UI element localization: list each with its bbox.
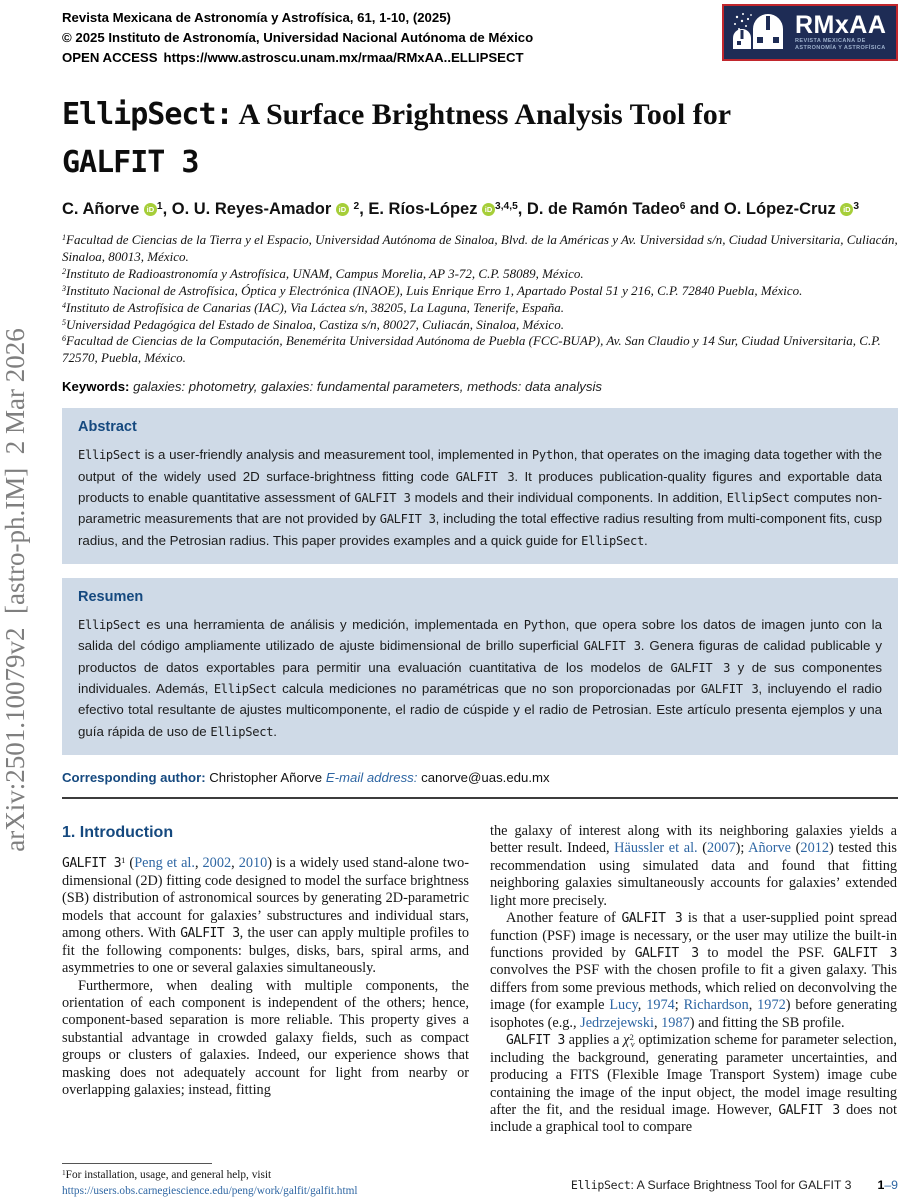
orcid-icon: iD <box>840 203 853 216</box>
paper-title <box>62 91 898 187</box>
affiliation-3: $^3$Instituto Nacional de Astrofísica, Óptica y Electrónica (INAOE), Luis Enrique Erro 1, Apartado Postal 51 y 216, C.P. 72840 Puebla, México. <box>62 282 803 298</box>
citation-link[interactable]: 2007 <box>707 840 736 857</box>
url-link[interactable]: https://users.obs.carnegiescience.edu/peng/work/galfit/galfit.html <box>62 1184 358 1197</box>
open-access-label: OPEN ACCESS <box>62 49 158 65</box>
citation-link[interactable]: 1987 <box>661 1014 690 1031</box>
footnote-text: $^1$For installation, usage, and general help, visit https://users.obs.carnegiescience.edu/peng/work/galfit/galfit.html <box>62 1167 358 1197</box>
affiliation-5: $^5$Universidad Pedagógica del Estado de Sinaloa, Castiza s/n, 80027, Culiacán, Sinaloa, México. <box>62 316 564 332</box>
keywords-label: Keywords: <box>62 379 130 395</box>
paragraph: GALFIT $3^1$ (Peng et al., 2002, 2010) is a widely used stand-alone two-dimensional (2D) fitting code designed to model the surface brightness (SB) distribution of astronomical sources by generating 2D-parametric models that account for galaxies’ substructures and individual stars, among others. With GALFIT 3, the user can apply multiple profiles to fit the following components: bulges, disks, bars, spiral arms, and asymmetries to one or several galaxies simultaneously. <box>62 855 470 977</box>
citation-link[interactable]: 2010 <box>238 855 268 872</box>
orcid-icon: iD <box>144 203 157 216</box>
footer-title-rest: : A Surface Brightness Tool for GALFIT 3 <box>630 1178 852 1192</box>
page-footer <box>571 1178 898 1192</box>
abstract-text: EllipSect is a user-friendly analysis and measurement tool, implemented in Python, that operates on the imaging data together with the output of the widely used 2D surface-brightness fitting code GALFIT 3. It produces publication-quality figures and exportable data products to enable quantitative assessment of GALFIT 3 models and their individual components. In addition, EllipSect computes non-parametric measurements that are not provided by GALFIT 3, including the total effective radius resulting from multi-component fits, cusp radius, and the Petrosian radius. This paper provides examples and a quick guide for EllipSect. <box>78 447 882 548</box>
citation-link[interactable]: Peng et al. <box>134 855 195 872</box>
observatory-domes-icon <box>731 11 789 55</box>
footnote-block <box>62 1149 469 1199</box>
keywords-line <box>62 379 898 394</box>
citation-link[interactable]: Richardson <box>683 997 749 1014</box>
page-numbers: 1–9 <box>877 1178 898 1192</box>
resumen-heading: Resumen <box>78 588 144 605</box>
copyright-line: © 2025 Instituto de Astronomía, Universidad Nacional Autónoma de México <box>62 29 534 45</box>
affiliation-1: $^1$Facultad de Ciencias de la Tierra y el Espacio, Universidad Autónoma de Sinaloa, Blvd. de la Américas y Av. Universidad s/n, Ciudad Universitaria, Culiacán, Sinaloa, 80013, México. <box>62 232 898 265</box>
citation-link[interactable]: Añorve <box>748 840 792 857</box>
affiliation-4: $^4$Instituto de Astrofísica de Canarias (IAC), Via Láctea s/n, 38205, La Laguna, Tenerife, España. <box>62 299 565 315</box>
arxiv-watermark: arXiv:2501.10079v2 [astro-ph.IM] 2 Mar 2026 <box>0 328 30 852</box>
citation-link[interactable]: Häussler et al. <box>614 840 698 857</box>
affiliation-6: $^6$Facultad de Ciencias de la Computación, Benemérita Universidad Autónoma de Puebla (FCC-BUAP), Av. San Claudio y 14 Sur, Ciudad Universitaria, C.P. 72570, Puebla, México. <box>62 333 881 366</box>
journal-logo <box>722 4 898 61</box>
corresponding-author-label: Corresponding author: <box>62 769 206 785</box>
article-body <box>62 823 898 1199</box>
paragraph: Furthermore, when dealing with multiple components, the orientation of each component is independent of the others; hence, component-based separation is more reliable. This property gives a substantial advantage in crowded galaxy fields, such as compact groups or clusters of galaxies. Indeed, our experience shows that masking does not adequately account for light from nearby or overlapping galaxies; instead, fitting <box>62 977 469 1099</box>
right-column <box>490 823 897 1199</box>
footer-title-code: EllipSect <box>570 1178 631 1192</box>
paragraph: GALFIT 3 applies a $\chi^2_\nu$ optimization scheme for parameter selection, including the background, generating parameter uncertainties, and producing a FITS (Flexible Image Transport System) image cube containing the image of the input object, the model image resulting after the fit, and the residual image. However, GALFIT 3 does not include a graphical tool to compare <box>490 1031 897 1136</box>
abstract-box <box>62 408 898 564</box>
logo-acronym: RMxAA <box>795 10 887 39</box>
paragraph: Another feature of GALFIT 3 is that a user-supplied point spread function (PSF) image is necessary, or the user may utilize the built-in functions provided by GALFIT 3 to model the PSF. GALFIT 3 convolves the PSF with the chosen profile to fit a given galaxy. This differs from some previous methods, which relied on deconvolving the image (for example Lucy, 1974; Richardson, 1972) before generating isophotes (e.g., Jedrzejewski, 1987) and fitting the SB profile. <box>490 910 898 1031</box>
citation-link[interactable]: 2002 <box>202 855 232 872</box>
email-label: E-mail address: <box>325 769 418 785</box>
citation-link[interactable]: Lucy <box>609 997 638 1014</box>
paragraph: the galaxy of interest along with its neighboring galaxies yields a better result. Indeed, Häussler et al. (2007); Añorve (2012) tested this recommendation using simulated data and found that fitting neighboring galaxies simultaneously accounts for galaxies’ extended light more precisely. <box>490 822 897 909</box>
citation-link[interactable]: Jedrzejewski <box>580 1014 654 1031</box>
corresponding-author-name: Christopher Añorve <box>205 769 326 785</box>
title-code-part: EllipSect: <box>62 97 233 133</box>
keywords-text: galaxies: photometry, galaxies: fundamental parameters, methods: data analysis <box>133 379 602 395</box>
affiliation-2: $^2$Instituto de Radioastronomía y Astrofísica, UNAM, Campus Morelia, AP 3-72, C.P. 58089, México. <box>62 265 584 281</box>
title-serif-part: A Surface Brightness Analysis Tool for <box>232 98 732 132</box>
left-column <box>62 823 469 1199</box>
email-address[interactable]: canorve@uas.edu.mx <box>417 769 550 785</box>
abstract-heading: Abstract <box>78 419 137 436</box>
citation-link[interactable]: 1972 <box>757 997 786 1014</box>
corresponding-author-line <box>62 770 898 785</box>
author-list: C. Añorve iD $^1$, O. U. Reyes-Amador iD $^2$, E. Ríos-López iD $^{3,4,5}$, D. de Ramón Tadeo$^6$ and O. López-Cruz iD $^3$ <box>62 200 860 219</box>
logo-text <box>795 10 887 52</box>
resumen-text: EllipSect es una herramienta de análisis y medición, implementada en Python, que opera sobre los datos de imagen junto con la salida del código ampliamente utilizado de ajuste bidimensional de brillo superficial GALFIT 3. Genera figuras de calidad publicable y productos de datos exportables para permitir una evaluación cuantitativa de los modelos de GALFIT 3 y de sus componentes individuales. Además, EllipSect calcula mediciones no paramétricas que no son proporcionadas por GALFIT 3, incluyendo el radio efectivo total resultante de ajustes multicomponente, el radio de cúspide y el radio de Petrosian. Este artículo presenta ejemplos y una guía rápida de uso de EllipSect. <box>78 616 883 739</box>
affiliations <box>62 232 898 367</box>
journal-citation-line: Revista Mexicana de Astronomía y Astrofísica, 61, 1-10, (2025) <box>62 10 451 25</box>
orcid-icon: iD <box>336 203 349 216</box>
orcid-icon: iD <box>482 203 495 216</box>
page-content <box>62 0 898 1199</box>
logo-subtitle-line2: ASTRONOMÍA Y ASTROFÍSICA <box>795 45 886 51</box>
logo-subtitle-line1: REVISTA MEXICANA DE <box>795 37 866 44</box>
title-line2: GALFIT 3 <box>62 145 199 181</box>
citation-link[interactable]: 2012 <box>800 840 830 857</box>
introduction-heading: 1. Introduction <box>62 823 174 841</box>
section-divider <box>62 797 898 799</box>
resumen-box <box>62 578 898 755</box>
journal-url-link[interactable]: https://www.astroscu.unam.mx/rmaa/RMxAA..ELLIPSECT <box>163 49 524 65</box>
citation-link[interactable]: 1974 <box>646 997 675 1014</box>
